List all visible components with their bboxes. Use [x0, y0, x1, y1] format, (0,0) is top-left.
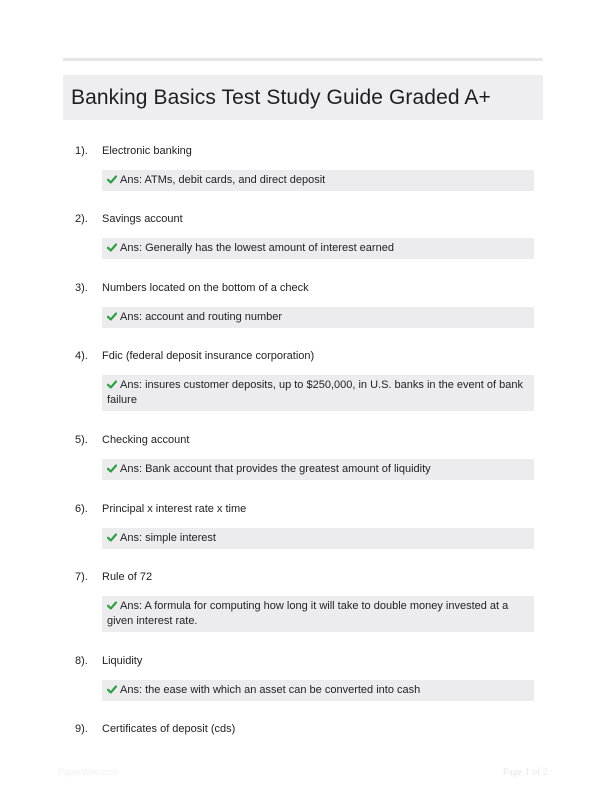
answer-box — [102, 170, 534, 191]
question-text: Principal x interest rate x time — [102, 503, 247, 515]
question-number: 5). — [75, 434, 88, 446]
check-icon — [107, 464, 117, 473]
question-number: 6). — [75, 503, 88, 515]
answer-text: Ans: ATMs, debit cards, and direct deposit — [120, 174, 326, 186]
page-number: Page 1 of 2 — [502, 767, 548, 778]
answer-box — [102, 375, 534, 411]
question-text: Certificates of deposit (cds) — [102, 723, 236, 735]
question-text: Liquidity — [102, 655, 143, 667]
answer-text: Ans: simple interest — [120, 532, 216, 544]
answer-text: Ans: Generally has the lowest amount of interest earned — [120, 242, 394, 254]
footer-watermark: PaperWiki.com — [58, 767, 119, 777]
question-number: 9). — [75, 723, 88, 735]
answer-text: Ans: Bank account that provides the greatest amount of liquidity — [120, 463, 431, 475]
question-text: Fdic (federal deposit insurance corporation) — [102, 350, 315, 362]
answer-text: Ans: the ease with which an asset can be converted into cash — [120, 684, 421, 696]
question-text: Rule of 72 — [102, 571, 153, 583]
check-icon — [107, 243, 117, 252]
answer-box — [102, 596, 534, 632]
top-divider — [63, 58, 543, 61]
question-number: 2). — [75, 213, 88, 225]
question-number: 3). — [75, 282, 88, 294]
answer-text: Ans: A formula for computing how long it will take to double money invested at a given interest rate. — [107, 600, 509, 627]
question-number: 8). — [75, 655, 88, 667]
check-icon — [107, 533, 117, 542]
answer-box — [102, 307, 534, 328]
check-icon — [107, 312, 117, 321]
answer-box — [102, 528, 534, 549]
question-text: Electronic banking — [102, 145, 192, 157]
question-number: 1). — [75, 145, 88, 157]
check-icon — [107, 380, 117, 389]
answer-box — [102, 238, 534, 259]
answer-box — [102, 459, 534, 480]
question-text: Checking account — [102, 434, 190, 446]
answer-box — [102, 680, 534, 701]
answer-text: Ans: insures customer deposits, up to $250,000, in U.S. banks in the event of bank failure — [107, 379, 523, 406]
document-title: Banking Basics Test Study Guide Graded A+ — [71, 85, 491, 109]
check-icon — [107, 601, 117, 610]
title-bar — [63, 75, 543, 120]
answer-text: Ans: account and routing number — [120, 311, 283, 323]
question-text: Savings account — [102, 213, 183, 225]
question-number: 7). — [75, 571, 88, 583]
check-icon — [107, 175, 117, 184]
question-text: Numbers located on the bottom of a check — [102, 282, 309, 294]
question-number: 4). — [75, 350, 88, 362]
check-icon — [107, 685, 117, 694]
